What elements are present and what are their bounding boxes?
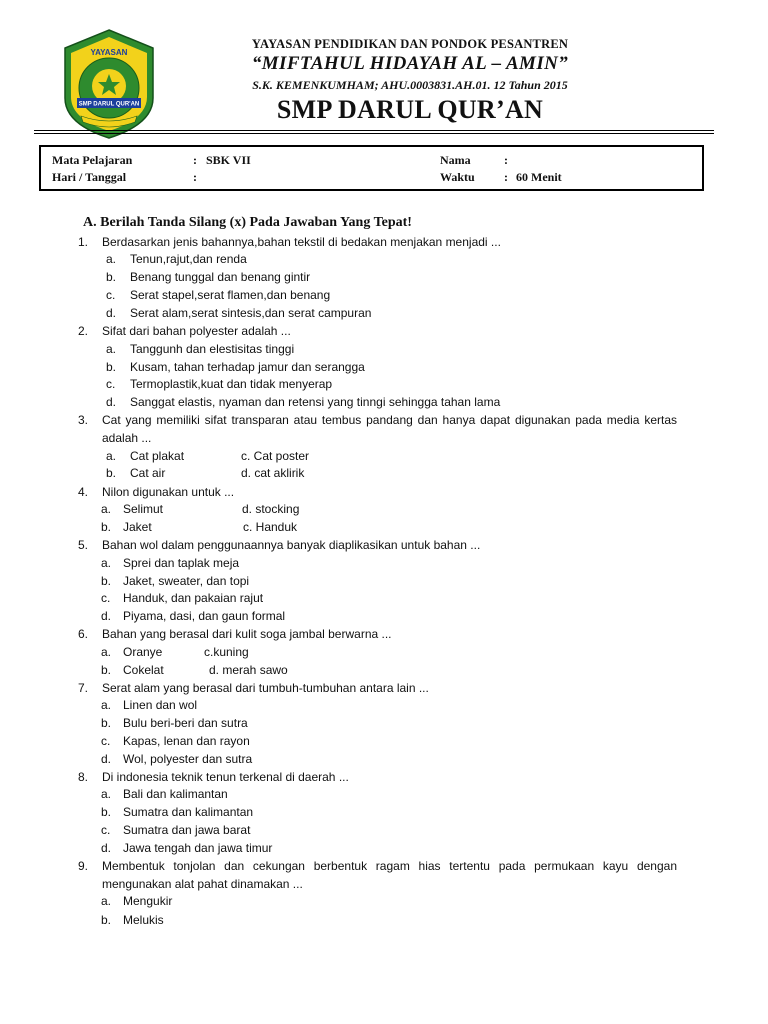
option-letter: c. (101, 823, 111, 837)
registration-number: S.K. KEMENKUMHAM; AHU.0003831.AH.01. 12 Tahun 2015 (252, 78, 568, 92)
option-text: Benang tunggal dan benang gintir (130, 270, 311, 284)
option-text: Tanggunh dan elestisitas tinggi (130, 342, 295, 356)
header-divider (34, 130, 714, 131)
header-divider-thin (34, 133, 714, 134)
option-text: c. Cat poster (241, 449, 310, 463)
question-number: 9. (78, 859, 89, 873)
option-text: Kapas, lenan dan rayon (123, 734, 250, 748)
student-name-label: Nama (440, 153, 471, 167)
option-letter: b. (106, 270, 117, 284)
option-letter: a. (101, 502, 112, 516)
option-text: Mengukir (123, 894, 173, 908)
option-letter: b. (101, 574, 112, 588)
time-separator: : (504, 170, 508, 184)
question-number: 3. (78, 413, 89, 427)
option-letter: c. (106, 377, 116, 391)
option-text: Piyama, dasi, dan gaun formal (123, 609, 286, 623)
option-letter: b. (101, 805, 112, 819)
question-number: 6. (78, 627, 89, 641)
option-text: c.kuning (204, 645, 249, 659)
option-text: Jaket (123, 520, 152, 534)
question-text: Bahan yang berasal dari kulit soga jambal berwarna ... (102, 627, 392, 641)
option-text: Melukis (123, 913, 164, 927)
option-text: Sprei dan taplak meja (123, 556, 240, 570)
option-letter: d. (106, 395, 117, 409)
option-letter: b. (106, 360, 117, 374)
option-letter: d. (101, 609, 112, 623)
option-text: Sumatra dan jawa barat (123, 823, 251, 837)
option-text: Sanggat elastis, nyaman dan retensi yang tinngi sehingga tahan lama (130, 395, 501, 409)
option-letter: d. (101, 841, 112, 855)
option-text: Tenun,rajut,dan renda (130, 252, 247, 266)
option-text: Serat stapel,serat flamen,dan benang (130, 288, 331, 302)
option-letter: b. (101, 520, 112, 534)
subject-label: Mata Pelajaran (52, 153, 133, 167)
option-letter: a. (101, 894, 112, 908)
option-text: Oranye (123, 645, 163, 659)
question-number: 5. (78, 538, 89, 552)
logo-band-text: SMP DARUL QUR'AN (78, 101, 140, 108)
question-text: Berdasarkan jenis bahannya,bahan tekstil di bedakan menjakan menjadi ... (102, 235, 501, 249)
option-letter: d. (106, 306, 117, 320)
option-text: d. merah sawo (209, 663, 288, 677)
option-text: Serat alam,serat sintesis,dan serat campuran (130, 306, 372, 320)
option-letter: b. (106, 466, 117, 480)
option-text: Jawa tengah dan jawa timur (123, 841, 273, 855)
option-text: Kusam, tahan terhadap jamur dan serangga (130, 360, 365, 374)
institution-name: “MIFTAHUL HIDAYAH AL – AMIN” (251, 53, 569, 74)
question-text: Serat alam yang berasal dari tumbuh-tumbuhan antara lain ... (102, 681, 429, 695)
option-text: Jaket, sweater, dan topi (123, 574, 250, 588)
day-date-separator: : (193, 170, 197, 184)
option-text: Handuk, dan pakaian rajut (123, 591, 264, 605)
option-letter: c. (101, 591, 111, 605)
question-text: Nilon digunakan untuk ... (102, 485, 235, 499)
option-letter: b. (101, 663, 112, 677)
option-text: Linen dan wol (123, 698, 198, 712)
time-value: 60 Menit (516, 170, 562, 184)
option-text: c. Handuk (243, 520, 298, 534)
school-name: SMP DARUL QUR’AN (276, 95, 544, 124)
option-text: d. cat aklirik (241, 466, 305, 480)
option-text: Cokelat (123, 663, 164, 677)
subject-value: SBK VII (206, 153, 251, 167)
exam-info-box (39, 145, 704, 191)
day-date-label: Hari / Tanggal (52, 170, 127, 184)
time-label: Waktu (440, 170, 475, 184)
option-text: Termoplastik,kuat dan tidak menyerap (130, 377, 333, 391)
logo-top-text: YAYASAN (90, 48, 128, 57)
option-letter: c. (106, 288, 116, 302)
option-text: Cat air (130, 466, 166, 480)
option-text: Bulu beri-beri dan sutra (123, 716, 248, 730)
question-number: 8. (78, 770, 89, 784)
option-letter: b. (101, 913, 112, 927)
student-name-separator: : (504, 153, 508, 167)
option-letter: c. (101, 734, 111, 748)
question-text: Bahan wol dalam penggunaannya banyak diaplikasikan untuk bahan ... (102, 538, 481, 552)
option-letter: d. (101, 752, 112, 766)
question-number: 7. (78, 681, 89, 695)
foundation-name: YAYASAN PENDIDIKAN DAN PONDOK PESANTREN (251, 37, 569, 51)
subject-separator: : (193, 153, 197, 167)
question-number: 1. (78, 235, 89, 249)
option-letter: a. (106, 252, 117, 266)
option-letter: a. (101, 645, 112, 659)
option-text: Cat plakat (130, 449, 185, 463)
section-a-heading: A. Berilah Tanda Silang (x) Pada Jawaban Yang Tepat! (83, 215, 412, 230)
question-number: 2. (78, 324, 89, 338)
option-text: d. stocking (242, 502, 300, 516)
option-letter: a. (101, 698, 112, 712)
option-letter: a. (106, 449, 117, 463)
school-logo (61, 28, 157, 140)
option-letter: a. (101, 556, 112, 570)
option-letter: b. (101, 716, 112, 730)
question-text: Di indonesia teknik tenun terkenal di daerah ... (102, 770, 349, 784)
question-text: Membentuk tonjolan dan cekungan berbentuk ragam hias tertentu pada permukaan kayu dengan mengunakan alat pahat dinamakan ... (102, 859, 677, 891)
option-text: Selimut (123, 502, 164, 516)
option-text: Sumatra dan kalimantan (123, 805, 254, 819)
option-text: Bali dan kalimantan (123, 787, 228, 801)
question-text: Sifat dari bahan polyester adalah ... (102, 324, 291, 338)
option-text: Wol, polyester dan sutra (123, 752, 253, 766)
question-number: 4. (78, 485, 89, 499)
option-letter: a. (106, 342, 117, 356)
question-text: Cat yang memiliki sifat transparan atau tembus pandang dan hanya dapat digunakan pada media kertas adalah ... (102, 413, 677, 445)
option-letter: a. (101, 787, 112, 801)
